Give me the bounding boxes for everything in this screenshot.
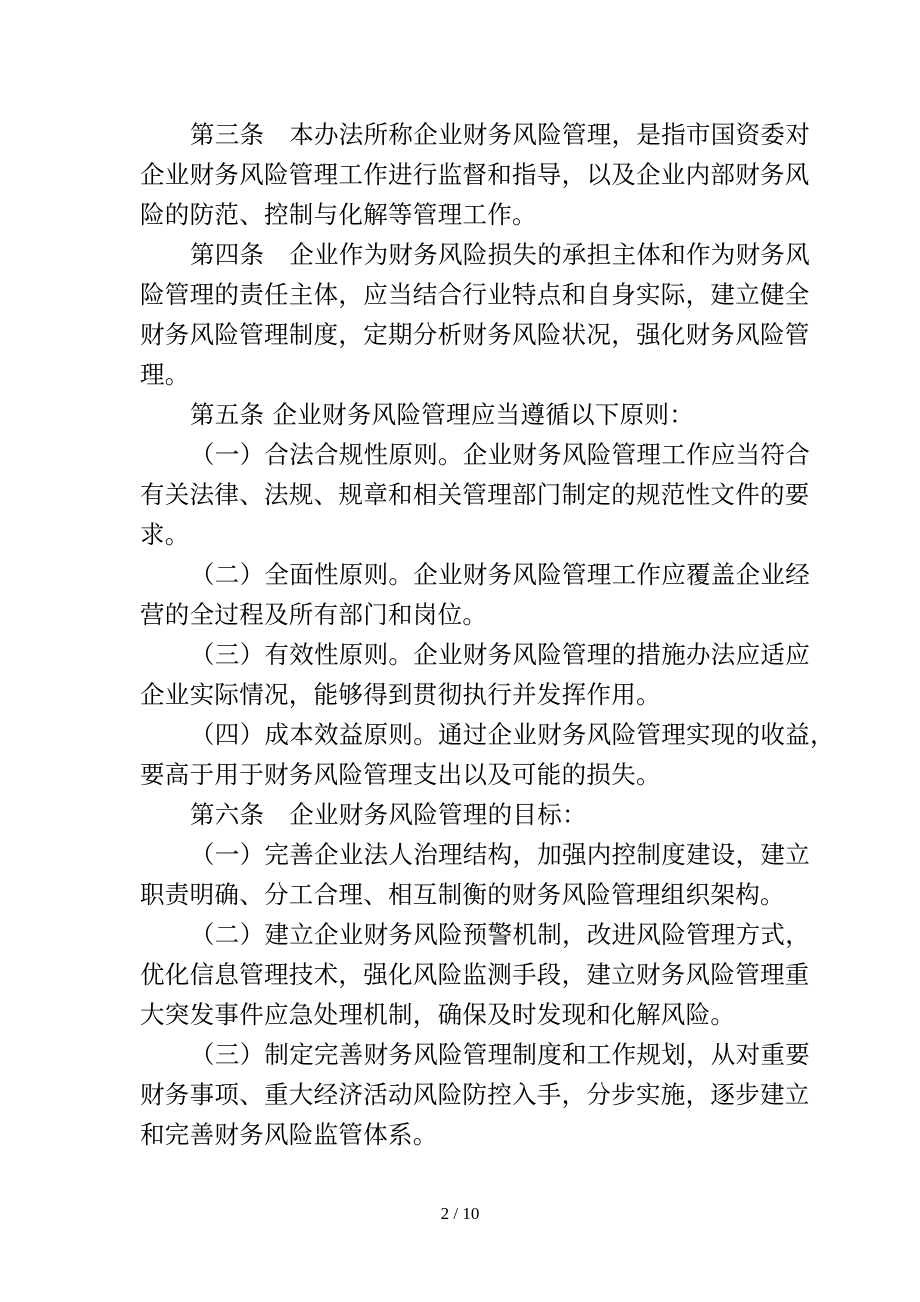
paragraph-line: （一）合法合规性原则。企业财务风险管理工作应当符合 bbox=[190, 440, 810, 469]
paragraph-line: 优化信息管理技术，强化风险监测手段，建立财务风险管理重 bbox=[140, 960, 810, 989]
paragraph-line: 第六条 企业财务风险管理的目标： bbox=[190, 800, 587, 829]
paragraph-line: （二）建立企业财务风险预警机制，改进风险管理方式， bbox=[190, 920, 810, 949]
paragraph-line: 企业实际情况，能够得到贯彻执行并发挥作用。 bbox=[140, 680, 661, 709]
paragraph-line: 第四条 企业作为财务风险损失的承担主体和作为财务风 bbox=[190, 240, 810, 269]
paragraph-line: 第五条 企业财务风险管理应当遵循以下原则： bbox=[190, 400, 695, 429]
paragraph-line: 大突发事件应急处理机制，确保及时发现和化解风险。 bbox=[140, 1000, 736, 1029]
paragraph-line: （三）制定完善财务风险管理制度和工作规划，从对重要 bbox=[190, 1040, 810, 1069]
paragraph-line: （二）全面性原则。企业财务风险管理工作应覆盖企业经 bbox=[190, 560, 810, 589]
paragraph-article-5-item-3 bbox=[140, 635, 816, 715]
paragraph-article-6-item-1 bbox=[140, 835, 816, 915]
paragraph-line: 营的全过程及所有部门和岗位。 bbox=[140, 600, 488, 629]
paragraph-line: 要高于用于财务风险管理支出以及可能的损失。 bbox=[140, 760, 661, 789]
paragraph-line: 财务事项、重大经济活动风险防控入手，分步实施，逐步建立 bbox=[140, 1080, 810, 1109]
paragraph-line: 企业财务风险管理工作进行监督和指导，以及企业内部财务风 bbox=[140, 160, 810, 189]
paragraph-line: 险管理的责任主体，应当结合行业特点和自身实际，建立健全 bbox=[140, 280, 810, 309]
paragraph-article-5-item-1 bbox=[140, 435, 816, 555]
paragraph-article-6 bbox=[140, 795, 816, 835]
paragraph-line: 有关法律、法规、规章和相关管理部门制定的规范性文件的要 bbox=[140, 480, 810, 509]
paragraph-line: （一）完善企业法人治理结构，加强内控制度建设，建立 bbox=[190, 840, 810, 869]
paragraph-line: 求。 bbox=[140, 520, 190, 549]
paragraph-line: 财务风险管理制度，定期分析财务风险状况，强化财务风险管 bbox=[140, 320, 810, 349]
paragraph-article-4 bbox=[140, 235, 816, 395]
paragraph-line: 理。 bbox=[140, 360, 190, 389]
paragraph-line: 职责明确、分工合理、相互制衡的财务风险管理组织架构。 bbox=[140, 880, 785, 909]
paragraph-article-5-item-2 bbox=[140, 555, 816, 635]
paragraph-line: 险的防范、控制与化解等管理工作。 bbox=[140, 200, 537, 229]
paragraph-line: 第三条 本办法所称企业财务风险管理，是指市国资委对 bbox=[190, 120, 810, 149]
paragraph-article-5-item-4 bbox=[140, 715, 835, 795]
paragraph-article-6-item-3 bbox=[140, 1035, 816, 1155]
page-number: 2 / 10 bbox=[440, 1204, 480, 1223]
paragraph-line: （三）有效性原则。企业财务风险管理的措施办法应适应 bbox=[190, 640, 810, 669]
paragraph-article-6-item-2 bbox=[140, 915, 816, 1035]
paragraph-line: 和完善财务风险监管体系。 bbox=[140, 1120, 438, 1149]
paragraph-line: （四）成本效益原则。通过企业财务风险管理实现的收益， bbox=[190, 720, 835, 749]
document-body bbox=[140, 115, 835, 1155]
paragraph-article-3 bbox=[140, 115, 816, 235]
paragraph-article-5 bbox=[140, 395, 816, 435]
